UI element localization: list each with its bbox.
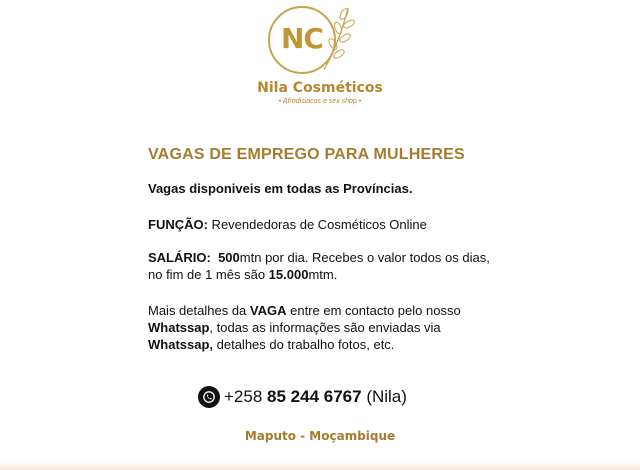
salary-monthly: 15.000 bbox=[268, 267, 309, 282]
logo-initials: NC bbox=[281, 22, 323, 55]
phone-prefix: +258 bbox=[224, 387, 263, 406]
location-text: Maputo - Moçambique bbox=[244, 429, 396, 443]
details-text-4: detalhes do trabalho fotos, etc. bbox=[213, 337, 395, 352]
details-paragraph bbox=[148, 302, 528, 353]
details-whatsapp-1: Whatssap bbox=[148, 320, 210, 335]
contact-name: (Nila) bbox=[366, 387, 407, 406]
brand-tagline: • Afrodisiacos e sex shop • bbox=[278, 98, 362, 105]
function-label: FUNÇÃO: bbox=[148, 217, 208, 232]
salary-paragraph bbox=[148, 249, 528, 283]
brand-name: Nila Cosméticos bbox=[257, 80, 383, 96]
details-text-2: entre em contacto pelo nosso bbox=[286, 303, 461, 318]
phone-number: 85 244 6767 bbox=[267, 387, 362, 406]
function-line bbox=[148, 216, 528, 233]
details-whatsapp-2: Whatssap, bbox=[148, 337, 214, 352]
details-vaga: VAGA bbox=[249, 303, 287, 318]
function-value: Revendedoras de Cosméticos Online bbox=[207, 217, 427, 232]
salary-text-2: no fim de 1 mês são bbox=[148, 267, 269, 282]
details-text-3: , todas as informações são enviadas via bbox=[209, 320, 441, 335]
job-headline: VAGAS DE EMPREGO PARA MULHERES bbox=[148, 146, 465, 163]
details-text-1: Mais detalhes da bbox=[148, 303, 250, 318]
salary-label: SALÁRIO: bbox=[148, 250, 211, 265]
salary-text-3: mtm. bbox=[308, 267, 338, 282]
contact-phone[interactable] bbox=[198, 386, 407, 408]
whatsapp-icon bbox=[198, 386, 220, 408]
availability-text: Vagas disponiveis em todas as Províncias. bbox=[148, 181, 413, 196]
salary-amount: 500 bbox=[218, 250, 240, 265]
brand-logo bbox=[0, 0, 640, 115]
salary-text-1: mtn por dia. Recebes o valor todos os dias, bbox=[239, 250, 490, 265]
bottom-decoration bbox=[0, 462, 640, 470]
olive-branch-icon bbox=[318, 2, 358, 74]
